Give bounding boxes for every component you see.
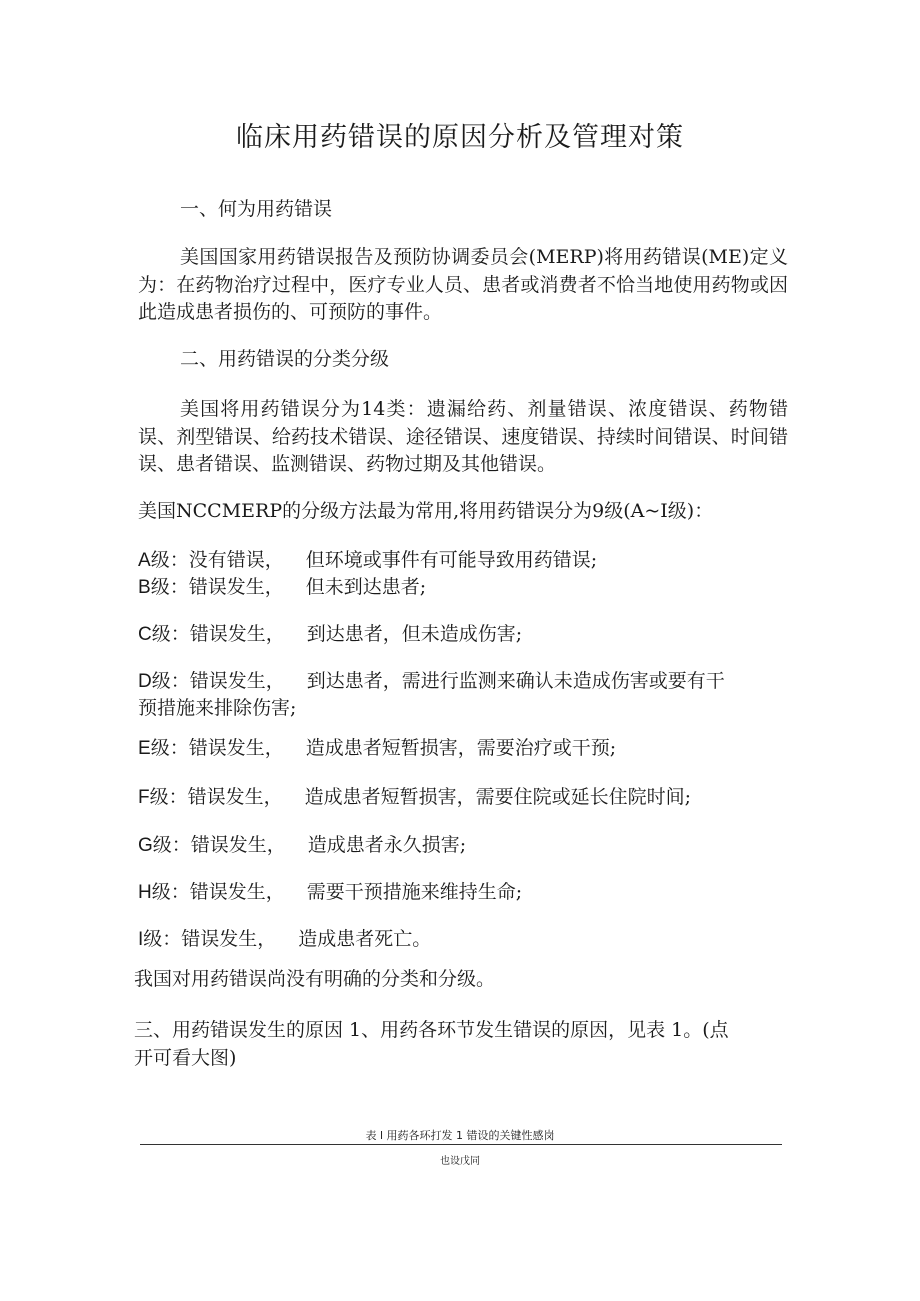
grade-label: 级：错误发生，: [151, 881, 285, 903]
grade-row-f: [138, 784, 691, 811]
grade-label: 级：错误发生，: [149, 786, 283, 808]
section3-line2: 开可看大图): [134, 1047, 237, 1069]
grade-letter: B: [138, 577, 151, 598]
section1-body: 美国国家用药错误报告及预防协调委员会(MERP)将用药错误(ME)定义为：在药物治疗过程中，医疗专业人员、患者或消费者不恰当地使用药物或因此造成患者损伤的、可预防的事件。: [138, 246, 788, 323]
grade-label: 级：错误发生，: [151, 623, 285, 645]
grade-desc: 造成患者永久损害;: [307, 834, 467, 856]
grade-row-h: [138, 879, 522, 906]
grade-letter: E: [138, 738, 151, 759]
grade-label: 级：错误发生，: [150, 737, 284, 759]
grade-letter: A: [138, 550, 151, 571]
grade-desc: 造成患者死亡。: [298, 928, 432, 950]
grade-desc: 造成患者短暂损害，需要治疗或干预;: [305, 737, 617, 759]
grade-desc: 到达患者，但未造成伤害;: [306, 623, 523, 645]
grade-row-b: [138, 574, 426, 601]
section3-line1: 三、用药错误发生的原因 1、用药各环节发生错误的原因，见表 1。(点: [134, 1019, 729, 1041]
table-subcaption: 也设戊同: [440, 1156, 480, 1167]
grade-label: 级：没有错误，: [150, 549, 284, 571]
grade-desc: 造成患者短暂损害，需要住院或延长住院时间;: [304, 786, 692, 808]
grade-label: 级：错误发生，: [152, 834, 286, 856]
table-top-rule: [140, 1144, 782, 1145]
grade-row-d-continued: [138, 695, 296, 722]
table-caption: 表 l 用药各环打发 1 错设的关键性感岗: [365, 1129, 555, 1142]
grade-desc: 但环境或事件有可能导致用药错误;: [305, 549, 598, 571]
grade-row-a: [138, 547, 597, 574]
grade-desc: 但未到达患者;: [305, 576, 427, 598]
document-title: 临床用药错误的原因分析及管理对策: [236, 122, 684, 153]
grade-letter: G: [138, 835, 153, 856]
grade-row-d: [138, 668, 725, 695]
grade-row-g: [138, 832, 466, 859]
grade-desc: 需要干预措施来维持生命;: [306, 881, 523, 903]
domestic-note: 我国对用药错误尚没有明确的分类和分级。: [134, 968, 496, 990]
grade-letter: D: [138, 671, 152, 692]
ncc-intro: 美国NCCMERP的分级方法最为常用,将用药错误分为9级(A~I级)：: [138, 500, 714, 522]
grade-letter: H: [138, 882, 152, 903]
grade-letter: C: [138, 624, 152, 645]
section1-heading: 一、何为用药错误: [180, 198, 333, 220]
section2-body: 美国将用药错误分为14类：遗漏给药、剂量错误、浓度错误、药物错误、剂型错误、给药技术错误、途径错误、速度错误、持续时间错误、时间错误、患者错误、监测错误、药物过期及其他错误。: [138, 398, 788, 475]
section2-heading: 二、用药错误的分类分级: [180, 348, 390, 370]
grade-row-i: [138, 926, 431, 953]
grade-row-c: [138, 621, 522, 648]
grade-row-e: [138, 735, 616, 762]
grade-label: 级：错误发生，: [143, 928, 277, 950]
grade-desc-continued: 预措施来排除伤害;: [138, 697, 297, 719]
grade-desc: 到达患者，需进行监测来确认未造成伤害或要有干: [306, 670, 725, 692]
grade-letter: F: [138, 787, 150, 808]
grade-label: 级：错误发生，: [150, 576, 284, 598]
grade-label: 级：错误发生，: [151, 670, 285, 692]
grade-letter: I: [138, 929, 144, 950]
